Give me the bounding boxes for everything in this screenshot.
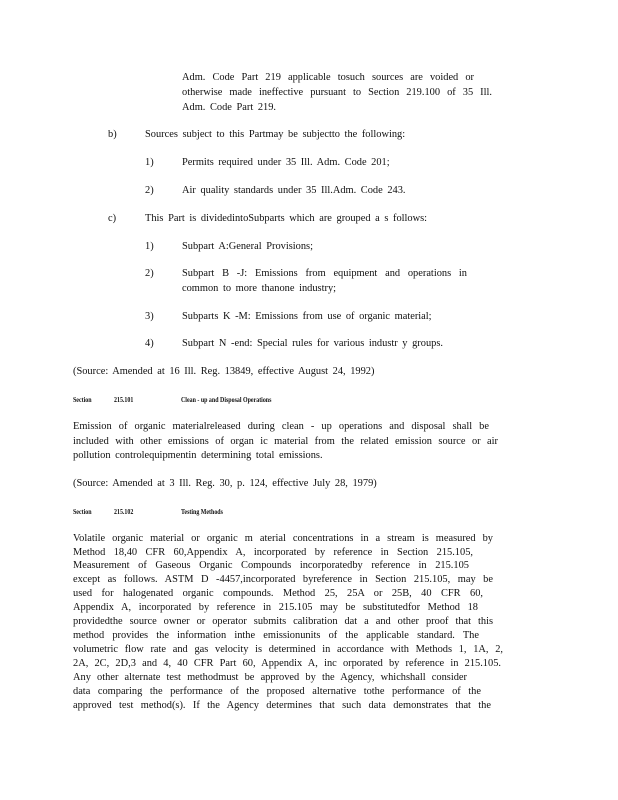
paragraph-line: method provides the information inthe emissionunits of the applicable standard. The [73,630,479,641]
paragraph-line: Method 18,40 CFR 60,Appendix A, incorporated by reference in Section 215.105, [73,547,473,558]
paragraph-line: pollution controlequipmentin determining total emissions. [73,450,323,461]
section-label: Section [73,508,92,516]
continuation-line: Adm. Code Part 219 applicable tosuch sources are voided or [182,72,474,83]
paragraph-line: approved test method(s). If the Agency determines that such data demonstrates that the [73,700,491,711]
section-title: Clean - up and Disposal Operations [181,396,272,404]
paragraph-line: Measurement of Gaseous Organic Compounds incorporatedby reference in 215.105 [73,560,469,571]
item-c2-marker: 2) [145,268,154,279]
paragraph-line: Volatile organic material or organic m aterial concentrations in a stream is measured by [73,533,493,544]
section-title: Testing Methods [181,508,223,516]
paragraph-line: providedthe source owner or operator submits calibration dat a and other proof that this [73,616,493,627]
paragraph-line: Any other alternate test methodmust be approved by the Agency, whichshall consider [73,672,467,683]
item-c1-text: Subpart A:General Provisions; [182,241,313,252]
item-c1-marker: 1) [145,241,154,252]
item-c-text: This Part is dividedintoSubparts which are grouped a s follows: [145,213,428,224]
section-number: 215.102 [114,508,134,516]
item-b1-text: Permits required under 35 Ill. Adm. Code 201; [182,157,390,168]
item-c3-text: Subparts K -M: Emissions from use of organic material; [182,311,432,322]
source-note: (Source: Amended at 3 Ill. Reg. 30, p. 124, effective July 28, 1979) [73,478,377,489]
item-c4-marker: 4) [145,338,154,349]
paragraph-line: data comparing the performance of the proposed alternative tothe performance of the [73,686,481,697]
item-b1-marker: 1) [145,157,154,168]
paragraph-line: included with other emissions of organ ic material from the related emission source or air [73,436,498,447]
paragraph-line: volumetric flow rate and gas velocity is determined in accordance with Methods 1, 1A, 2, [73,644,503,655]
section-number: 215.101 [114,396,134,404]
item-c2-text: Subpart B -J: Emissions from equipment and operations in [182,268,467,279]
source-note: (Source: Amended at 16 Ill. Reg. 13849, effective August 24, 1992) [73,366,375,377]
item-c3-marker: 3) [145,311,154,322]
paragraph-line: except as follows. ASTM D -4457,incorporated byreference in Section 215.105, may be [73,574,493,585]
item-b2-marker: 2) [145,185,154,196]
paragraph-line: Appendix A, incorporated by reference in 215.105 may be substitutedfor Method 18 [73,602,478,613]
item-b-text: Sources subject to this Partmay be subjectto the following: [145,129,406,140]
item-c-marker: c) [108,213,117,224]
paragraph-line: Emission of organic materialreleased during clean - up operations and disposal shall be [73,421,489,432]
item-c4-text: Subpart N -end: Special rules for various industr y groups. [182,338,443,349]
item-b-marker: b) [108,129,117,140]
item-c2-text: common to more thanone industry; [182,283,337,294]
continuation-line: otherwise made ineffective pursuant to Section 219.100 of 35 Ill. [182,87,492,98]
paragraph-line: used for halogenated organic compounds. Method 25, 25A or 25B, 40 CFR 60, [73,588,483,599]
continuation-line: Adm. Code Part 219. [182,102,277,113]
paragraph-line: 2A, 2C, 2D,3 and 4, 40 CFR Part 60, Appendix A, inc orporated by reference in 215.105. [73,658,501,669]
section-label: Section [73,396,92,404]
item-b2-text: Air quality standards under 35 Ill.Adm. Code 243. [182,185,406,196]
